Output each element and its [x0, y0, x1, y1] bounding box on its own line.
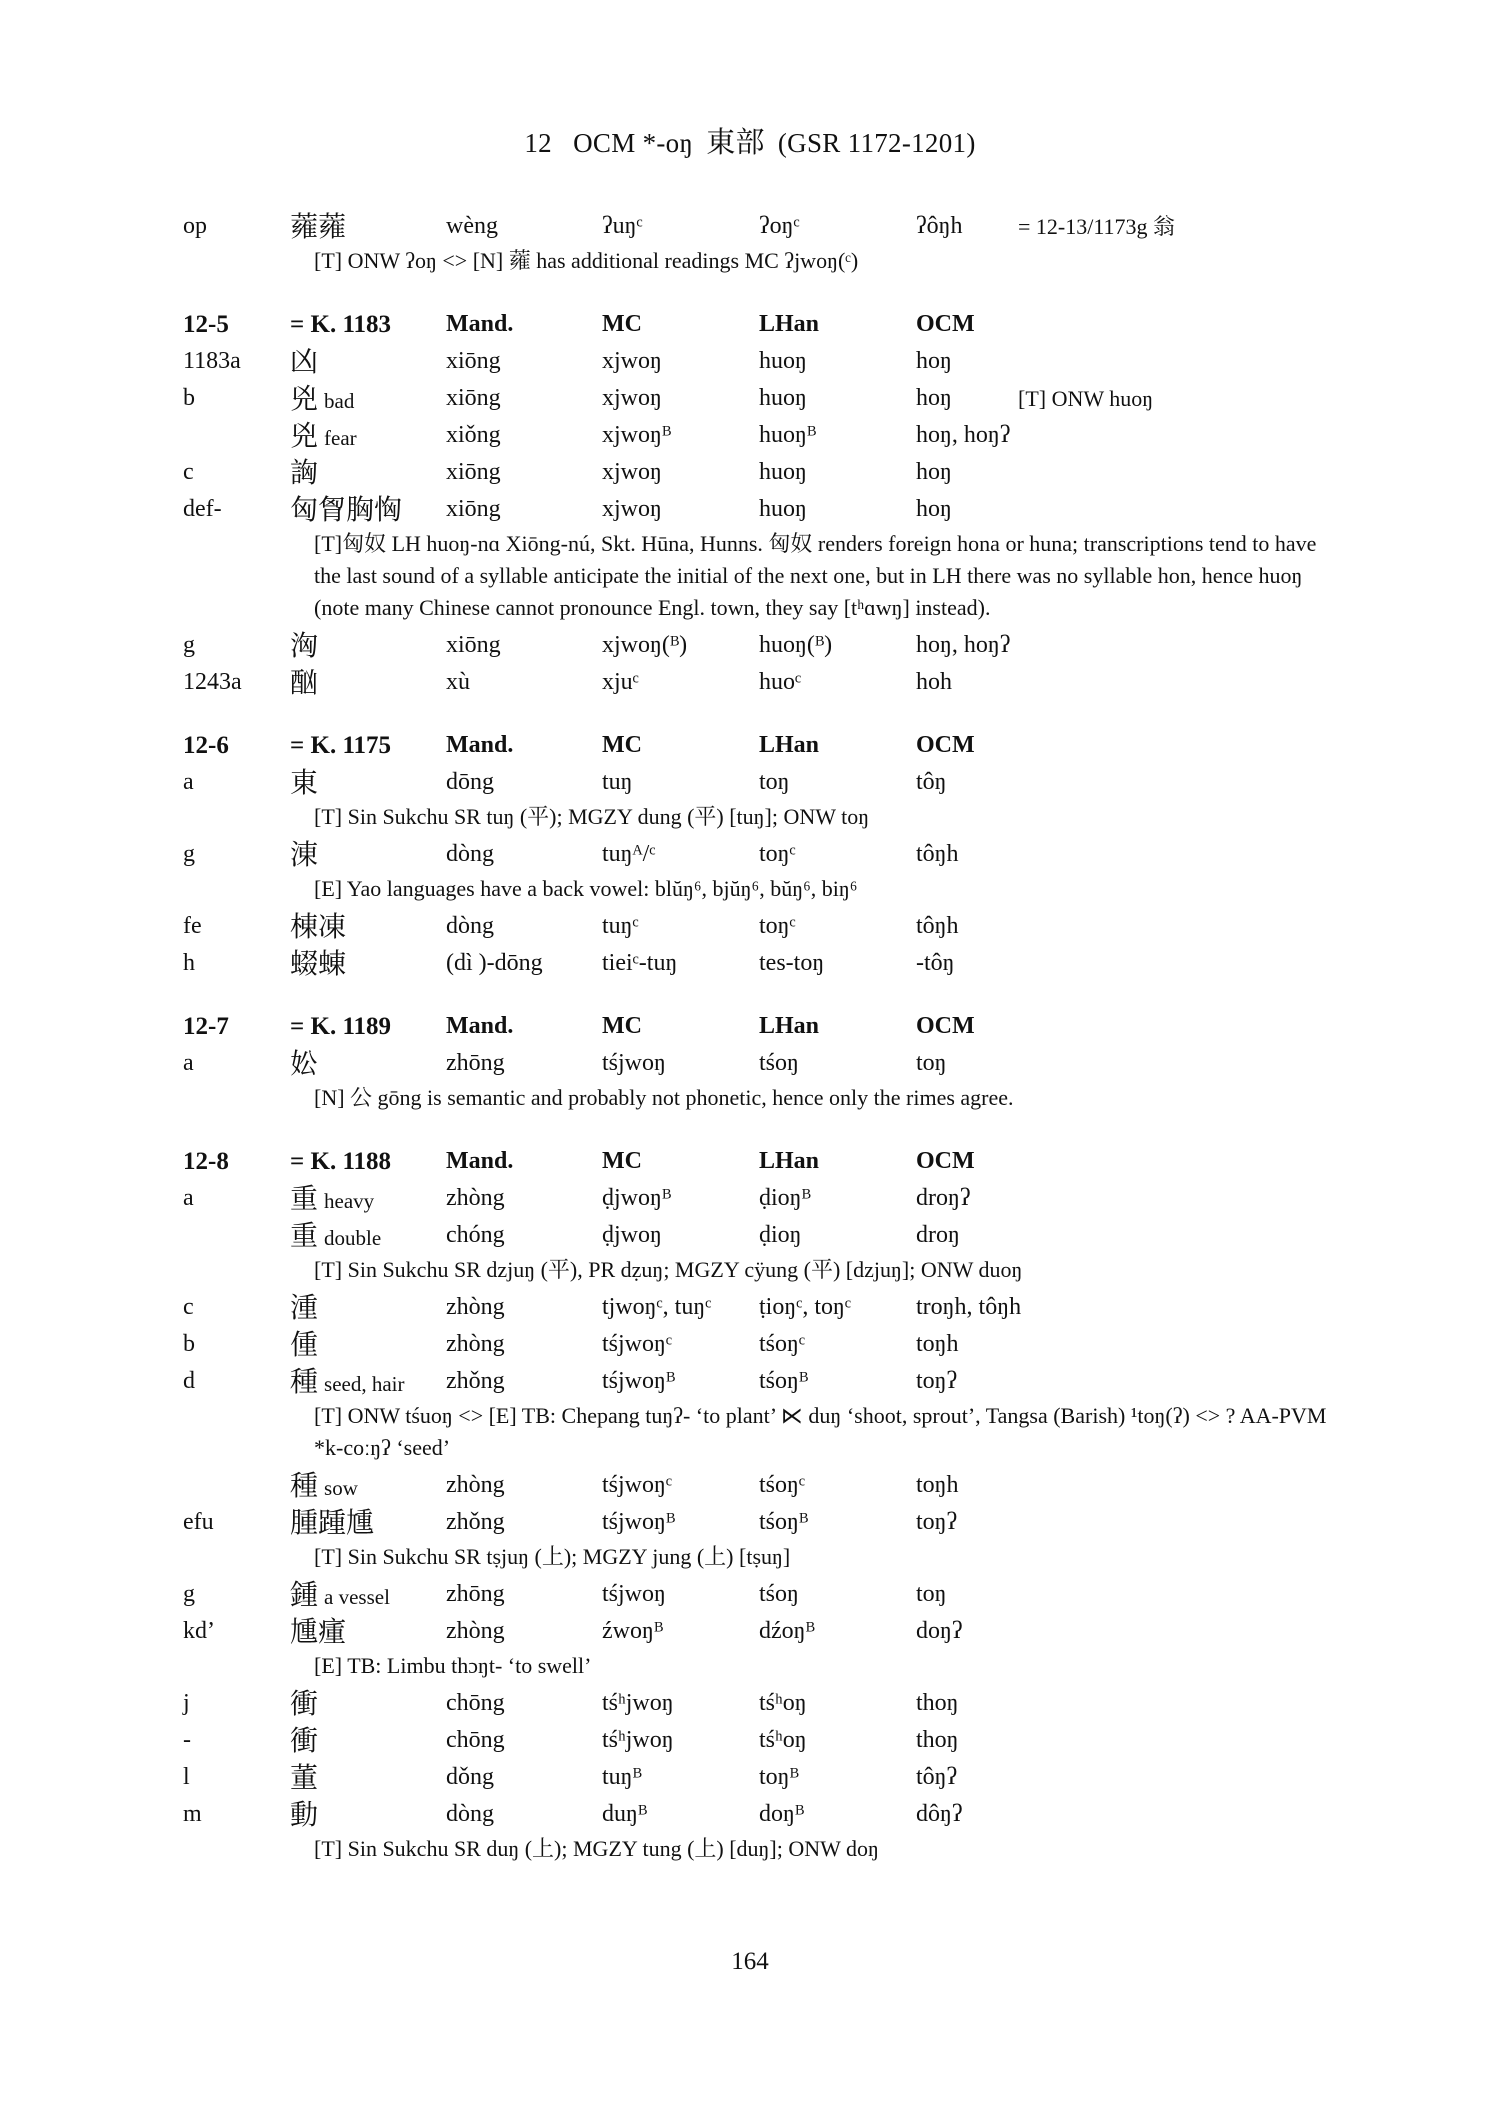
entry-id: g — [183, 1581, 195, 1607]
entry-later-han: tśoŋᴮ — [759, 1368, 809, 1394]
entry-gloss: bad — [324, 389, 355, 413]
entry-gloss: sow — [324, 1476, 358, 1500]
entry-character-cell — [290, 1759, 318, 1799]
entry-old-chinese: hoŋ — [916, 348, 952, 374]
entry-character-cell — [290, 627, 318, 667]
section-header — [0, 306, 1500, 343]
entry-old-chinese: hoŋ — [916, 385, 952, 411]
entry-old-chinese: toŋʔ — [916, 1368, 958, 1394]
entry-mandarin: zhǒng — [446, 1509, 505, 1535]
column-header-mandarin: Mand. — [446, 732, 514, 758]
entry-mandarin: zhòng — [446, 1472, 505, 1498]
entry-later-han: toŋᶜ — [759, 841, 796, 867]
entry-id: g — [183, 632, 195, 658]
column-header-ocm: OCM — [916, 1148, 975, 1174]
column-header-mc: MC — [602, 311, 642, 337]
entry-mandarin: zhōng — [446, 1050, 505, 1076]
entry-character: 蕹蕹 — [290, 210, 347, 243]
section-header — [0, 727, 1500, 764]
entry-later-han: doŋᴮ — [759, 1801, 805, 1827]
entry-middle-chinese: xjwoŋᴮ — [602, 422, 672, 448]
entry-later-han: tśoŋ — [759, 1050, 799, 1076]
entry-character-cell — [290, 1796, 318, 1836]
entry-later-han: tśoŋᶜ — [759, 1331, 806, 1357]
section-gap — [0, 1117, 1500, 1143]
entry-row — [0, 417, 1500, 454]
entry-row — [0, 908, 1500, 945]
entry-old-chinese: hoŋ, hoŋʔ — [916, 632, 1011, 658]
entry-old-chinese: hoŋ, hoŋʔ — [916, 422, 1011, 448]
entry-extra: [T] ONW huoŋ — [1018, 386, 1154, 411]
entry-middle-chinese: tuŋ — [602, 769, 633, 795]
entry-character: 尰瘇 — [290, 1615, 347, 1648]
entry-id: l — [183, 1764, 190, 1790]
entry-character: 匈胷胸恟 — [290, 493, 403, 526]
entry-character-cell — [290, 1289, 318, 1329]
entry-note: [T] ONW ʔoŋ <> [N] 蕹 has additional readings MC ʔjwoŋ(ᶜ) — [314, 248, 859, 273]
entry-character-cell — [290, 908, 346, 948]
entry-id: efu — [183, 1509, 214, 1535]
column-header-mandarin: Mand. — [446, 311, 514, 337]
entry-character-cell — [290, 664, 318, 704]
entry-character: 酗 — [290, 666, 319, 699]
entry-middle-chinese: xjwoŋ — [602, 459, 662, 485]
entry-id: j — [183, 1690, 190, 1716]
entry-character-cell — [290, 1613, 346, 1653]
entry-old-chinese: toŋ — [916, 1050, 947, 1076]
entry-note: [T]匈奴 LH huoŋ-nɑ Xiōng-nú, Skt. Hūna, Hunns. 匈奴 renders foreign hona or huna; transcriptions tend to have the last sound of a syllable anticipate the initial of the next one, but in LH there was no syllable hon, hence huoŋ (note many Chinese cannot pronounce Engl. town, they say [tʰɑwŋ] instead). — [314, 531, 1317, 620]
entry-id: - — [183, 1727, 191, 1753]
entry-old-chinese: hoh — [916, 669, 952, 695]
entry-later-han: ḍioŋ — [759, 1222, 802, 1248]
entry-mandarin: zhòng — [446, 1618, 505, 1644]
column-header-lhan: LHan — [759, 311, 820, 337]
entry-mandarin: zhòng — [446, 1331, 505, 1357]
entry-row — [0, 664, 1500, 701]
entry-row — [0, 1326, 1500, 1363]
entry-character-cell — [290, 380, 354, 420]
entry-mandarin: chōng — [446, 1727, 505, 1753]
entry-mandarin: xiǒng — [446, 422, 501, 448]
entry-later-han: tśoŋᶜ — [759, 1472, 806, 1498]
column-header-mc: MC — [602, 1148, 642, 1174]
entry-old-chinese: thoŋ — [916, 1690, 959, 1716]
entry-row — [0, 1504, 1500, 1541]
entry-old-chinese: thoŋ — [916, 1727, 959, 1753]
section-gap — [0, 982, 1500, 1008]
column-header-ocm: OCM — [916, 732, 975, 758]
section-gap — [0, 701, 1500, 727]
entry-middle-chinese: tśjwoŋ — [602, 1050, 666, 1076]
entry-old-chinese: ʔôŋh — [916, 213, 963, 239]
entry-row — [0, 1722, 1500, 1759]
entry-character: 兇 — [290, 419, 319, 452]
section-header — [0, 1008, 1500, 1045]
entry-later-han: tśʰoŋ — [759, 1690, 807, 1716]
entry-gloss: heavy — [324, 1189, 375, 1213]
entry-row — [0, 491, 1500, 528]
column-header-lhan: LHan — [759, 1013, 820, 1039]
entry-old-chinese: droŋʔ — [916, 1185, 971, 1211]
entry-character-cell — [290, 1363, 404, 1403]
entry-character-cell — [290, 1685, 318, 1725]
entry-middle-chinese: tśjwoŋ — [602, 1581, 666, 1607]
entry-old-chinese: doŋʔ — [916, 1618, 963, 1644]
page-header — [0, 120, 1500, 161]
entry-mandarin: zhǒng — [446, 1368, 505, 1394]
entry-character-cell — [290, 454, 318, 494]
section-karlgren-ref: = K. 1175 — [290, 732, 392, 759]
entry-middle-chinese: tuŋᴮ — [602, 1764, 642, 1790]
entry-id: h — [183, 950, 195, 976]
entry-later-han: huoŋᴮ — [759, 422, 817, 448]
entry-character: 種 — [290, 1365, 319, 1398]
entry-mandarin: zhòng — [446, 1185, 505, 1211]
entry-middle-chinese: xjuᶜ — [602, 669, 639, 695]
entry-id: m — [183, 1801, 202, 1827]
entry-character-cell — [290, 764, 318, 804]
section-karlgren-ref: = K. 1188 — [290, 1148, 392, 1175]
entry-gloss: a vessel — [324, 1585, 390, 1609]
entry-mandarin: chōng — [446, 1690, 505, 1716]
entry-later-han: toŋᴮ — [759, 1764, 799, 1790]
entry-later-han: ḍioŋᴮ — [759, 1185, 811, 1211]
entry-gloss: fear — [324, 426, 357, 450]
section-gap — [0, 280, 1500, 306]
entry-row — [0, 208, 1500, 245]
chapter-range: (GSR 1172-1201) — [777, 128, 976, 158]
entry-later-han: huoᶜ — [759, 669, 802, 695]
entry-character-cell — [290, 1467, 358, 1507]
entry-row — [0, 1467, 1500, 1504]
entry-row — [0, 1576, 1500, 1613]
entry-later-han: ʔoŋᶜ — [759, 213, 800, 239]
entry-mandarin: xiōng — [446, 632, 501, 658]
entry-character-cell — [290, 1326, 318, 1366]
section-id: 12-8 — [183, 1148, 229, 1175]
entry-character: 兇 — [290, 382, 319, 415]
entry-old-chinese: toŋh — [916, 1472, 959, 1498]
entry-id: def- — [183, 496, 222, 522]
entry-character: 重 — [290, 1219, 319, 1252]
entry-character-cell — [290, 1576, 390, 1616]
entry-row — [0, 343, 1500, 380]
column-header-ocm: OCM — [916, 311, 975, 337]
entry-row — [0, 1289, 1500, 1326]
entry-character: 湩 — [290, 1291, 319, 1324]
entry-old-chinese: hoŋ — [916, 459, 952, 485]
entry-character-cell — [290, 1217, 381, 1257]
column-header-ocm: OCM — [916, 1013, 975, 1039]
entry-later-han: huoŋ — [759, 459, 807, 485]
entry-middle-chinese: tśjwoŋᴮ — [602, 1368, 676, 1394]
entry-row — [0, 1796, 1500, 1833]
entry-row — [0, 1759, 1500, 1796]
column-header-mandarin: Mand. — [446, 1148, 514, 1174]
entry-middle-chinese: ʔuŋᶜ — [602, 213, 643, 239]
entry-character: 涷 — [290, 838, 319, 871]
entry-mandarin: wèng — [446, 213, 498, 239]
entry-character-cell — [290, 1722, 318, 1762]
entry-later-han: huoŋ(ᴮ) — [759, 632, 833, 658]
entry-middle-chinese: tuŋᶜ — [602, 913, 639, 939]
entry-id: a — [183, 1185, 194, 1211]
entry-mandarin: chóng — [446, 1222, 505, 1248]
entry-middle-chinese: xjwoŋ(ᴮ) — [602, 632, 688, 658]
entry-note: [T] Sin Sukchu SR tṣjuŋ (上); MGZY jung (上) [tṣuŋ] — [314, 1544, 791, 1569]
entry-character: 重 — [290, 1182, 319, 1215]
entry-extra: = 12-13/1173g 翁 — [1018, 214, 1176, 239]
entry-character: 妐 — [290, 1047, 319, 1080]
section-id: 12-7 — [183, 1013, 229, 1040]
entry-later-han: toŋ — [759, 769, 790, 795]
entry-middle-chinese: duŋᴮ — [602, 1801, 648, 1827]
entry-old-chinese: troŋh, tôŋh — [916, 1294, 1022, 1320]
entry-mandarin: dōng — [446, 769, 494, 795]
entry-list — [0, 208, 1500, 1868]
entry-old-chinese: toŋh — [916, 1331, 959, 1357]
entry-character: 詾 — [290, 456, 319, 489]
column-header-mc: MC — [602, 732, 642, 758]
entry-middle-chinese: tuŋᴬ/ᶜ — [602, 841, 656, 867]
entry-row — [0, 1613, 1500, 1650]
entry-id: 1183a — [183, 348, 241, 374]
entry-later-han: tśoŋ — [759, 1581, 799, 1607]
entry-later-han: huoŋ — [759, 385, 807, 411]
entry-later-han: tśʰoŋ — [759, 1727, 807, 1753]
column-header-lhan: LHan — [759, 732, 820, 758]
entry-middle-chinese: xjwoŋ — [602, 496, 662, 522]
entry-mandarin: xiōng — [446, 385, 501, 411]
entry-note: [T] Sin Sukchu SR tuŋ (平); MGZY dung (平) [tuŋ]; ONW toŋ — [314, 804, 870, 829]
entry-note: [T] ONW tśuoŋ <> [E] TB: Chepang tuŋʔ- ‘to plant’ ⋉ duŋ ‘shoot, sprout’, Tangsa (Barish) ¹toŋ(ʔ) <> ? AA-PVM *k-coːŋʔ ‘seed’ — [314, 1403, 1327, 1460]
entry-old-chinese: dôŋʔ — [916, 1801, 963, 1827]
entry-later-han: huoŋ — [759, 496, 807, 522]
entry-note: [T] Sin Sukchu SR dzjuŋ (平), PR dẓuŋ; MGZY cÿung (平) [dzjuŋ]; ONW duoŋ — [314, 1257, 1023, 1282]
entry-middle-chinese: ḍjwoŋᴮ — [602, 1185, 672, 1211]
entry-id: c — [183, 1294, 194, 1320]
entry-character-cell — [290, 1504, 374, 1544]
entry-middle-chinese: tjwoŋᶜ, tuŋᶜ — [602, 1294, 712, 1320]
entry-id: b — [183, 1331, 195, 1357]
entry-character: 董 — [290, 1761, 319, 1794]
entry-later-han: tśoŋᴮ — [759, 1509, 809, 1535]
entry-middle-chinese: tśjwoŋᶜ — [602, 1472, 673, 1498]
entry-character-cell — [290, 836, 318, 876]
section-karlgren-ref: = K. 1183 — [290, 311, 392, 338]
entry-old-chinese: tôŋ — [916, 769, 947, 795]
entry-gloss: seed, hair — [324, 1372, 405, 1396]
entry-id: g — [183, 841, 195, 867]
entry-middle-chinese: tśjwoŋᶜ — [602, 1331, 673, 1357]
entry-id: kd’ — [183, 1618, 215, 1644]
entry-mandarin: dǒng — [446, 1764, 494, 1790]
entry-row — [0, 1363, 1500, 1400]
entry-middle-chinese: xjwoŋ — [602, 385, 662, 411]
entry-character-cell — [290, 1045, 318, 1085]
entry-later-han: tes-toŋ — [759, 950, 825, 976]
entry-id: a — [183, 769, 194, 795]
entry-later-han: huoŋ — [759, 348, 807, 374]
entry-old-chinese: tôŋh — [916, 913, 959, 939]
entry-mandarin: zhōng — [446, 1581, 505, 1607]
entry-character-cell — [290, 417, 357, 457]
entry-id: b — [183, 385, 195, 411]
entry-row — [0, 1217, 1500, 1254]
entry-row — [0, 836, 1500, 873]
chapter-number: 12 — [524, 128, 552, 158]
entry-note: [T] Sin Sukchu SR duŋ (上); MGZY tung (上) [duŋ]; ONW doŋ — [314, 1836, 879, 1861]
chapter-hanzi: 東部 — [706, 125, 765, 159]
chapter-label: OCM *-oŋ — [573, 128, 694, 158]
column-header-mandarin: Mand. — [446, 1013, 514, 1039]
entry-id: op — [183, 213, 207, 239]
section-id: 12-5 — [183, 311, 229, 338]
entry-middle-chinese: źwoŋᴮ — [602, 1618, 664, 1644]
entry-later-han: dźoŋᴮ — [759, 1618, 815, 1644]
entry-character: 衝 — [290, 1687, 319, 1720]
entry-row — [0, 380, 1500, 417]
entry-note: [E] TB: Limbu thɔŋt- ‘to swell’ — [314, 1653, 592, 1678]
entry-character: 種 — [290, 1469, 319, 1502]
entry-later-han: ṭioŋᶜ, toŋᶜ — [759, 1294, 852, 1320]
entry-old-chinese: toŋʔ — [916, 1509, 958, 1535]
entry-middle-chinese: tśjwoŋᴮ — [602, 1509, 676, 1535]
entry-middle-chinese: tieiᶜ-tuŋ — [602, 950, 678, 976]
entry-middle-chinese: tśʰjwoŋ — [602, 1690, 674, 1716]
page-number: 164 — [731, 1948, 769, 1975]
entry-id: c — [183, 459, 194, 485]
entry-mandarin: xiōng — [446, 348, 501, 374]
entry-old-chinese: -tôŋ — [916, 950, 955, 976]
entry-character-cell — [290, 945, 346, 985]
entry-gloss: double — [324, 1226, 382, 1250]
entry-character: 蝃蝀 — [290, 947, 347, 980]
entry-mandarin: dòng — [446, 841, 494, 867]
entry-mandarin: xiōng — [446, 496, 501, 522]
entry-id: 1243a — [183, 669, 242, 695]
entry-old-chinese: tôŋh — [916, 841, 959, 867]
entry-id: fe — [183, 913, 202, 939]
entry-middle-chinese: tśʰjwoŋ — [602, 1727, 674, 1753]
entry-middle-chinese: ḍjwoŋ — [602, 1222, 662, 1248]
entry-middle-chinese: xjwoŋ — [602, 348, 662, 374]
entry-row — [0, 1045, 1500, 1082]
entry-old-chinese: toŋ — [916, 1581, 947, 1607]
entry-character-cell — [290, 491, 402, 531]
column-header-lhan: LHan — [759, 1148, 820, 1174]
entry-old-chinese: hoŋ — [916, 496, 952, 522]
entry-note: [N] 公 gōng is semantic and probably not phonetic, hence only the rimes agree. — [314, 1085, 1014, 1110]
entry-row — [0, 945, 1500, 982]
entry-mandarin: (dì )-dōng — [446, 950, 543, 976]
entry-mandarin: xù — [446, 669, 470, 695]
entry-id: a — [183, 1050, 194, 1076]
entry-old-chinese: droŋ — [916, 1222, 960, 1248]
section-karlgren-ref: = K. 1189 — [290, 1013, 392, 1040]
section-header — [0, 1143, 1500, 1180]
entry-character-cell — [290, 1180, 374, 1220]
entry-character: 動 — [290, 1798, 319, 1831]
entry-character: 偅 — [290, 1328, 319, 1361]
entry-mandarin: dòng — [446, 913, 494, 939]
entry-note: [E] Yao languages have a back vowel: blŭŋ⁶, bjŭŋ⁶, bŭŋ⁶, biŋ⁶ — [314, 876, 858, 901]
entry-character-cell — [290, 343, 318, 383]
entry-character: 東 — [290, 766, 319, 799]
column-header-mc: MC — [602, 1013, 642, 1039]
entry-row — [0, 454, 1500, 491]
entry-row — [0, 1685, 1500, 1722]
entry-character: 衝 — [290, 1724, 319, 1757]
entry-row — [0, 764, 1500, 801]
entry-old-chinese: tôŋʔ — [916, 1764, 958, 1790]
entry-mandarin: dòng — [446, 1801, 494, 1827]
entry-later-han: toŋᶜ — [759, 913, 796, 939]
section-id: 12-6 — [183, 732, 229, 759]
entry-mandarin: zhòng — [446, 1294, 505, 1320]
entry-character: 鍾 — [290, 1578, 319, 1611]
entry-character: 洶 — [290, 629, 319, 662]
entry-character: 棟凍 — [290, 910, 347, 943]
entry-mandarin: xiōng — [446, 459, 501, 485]
entry-row — [0, 1180, 1500, 1217]
entry-row — [0, 627, 1500, 664]
entry-character: 腫踵尰 — [290, 1506, 375, 1539]
entry-id: d — [183, 1368, 195, 1394]
entry-character: 凶 — [290, 345, 319, 378]
